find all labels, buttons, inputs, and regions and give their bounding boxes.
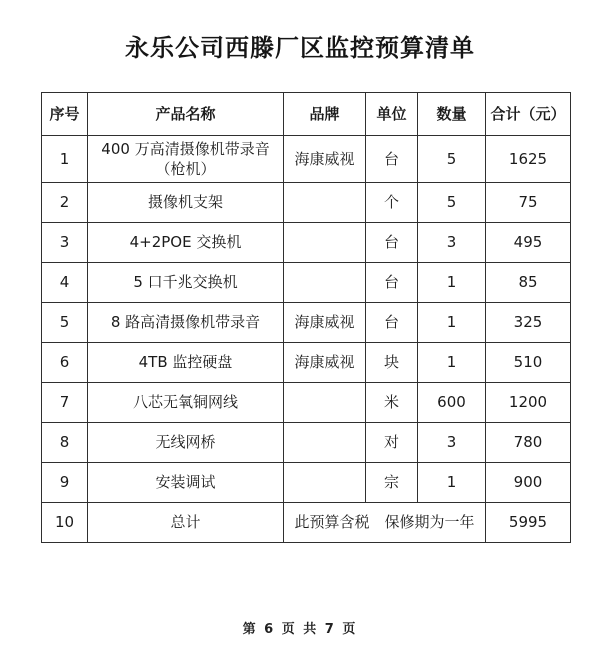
cell-unit: 台 — [366, 223, 418, 263]
cell-serial: 10 — [42, 503, 88, 543]
table-header-row — [42, 93, 571, 136]
cell-qty: 1 — [418, 463, 486, 503]
cell-unit: 台 — [366, 303, 418, 343]
cell-brand — [284, 383, 366, 423]
table-row — [42, 463, 571, 503]
cell-unit: 对 — [366, 423, 418, 463]
cell-unit: 台 — [366, 136, 418, 183]
summary-row — [42, 503, 571, 543]
cell-product: 400 万高清摄像机带录音（枪机） — [88, 136, 284, 183]
cell-serial: 6 — [42, 343, 88, 383]
header-cell-unit: 单位 — [366, 93, 418, 136]
cell-total: 75 — [486, 183, 571, 223]
header-cell-product: 产品名称 — [88, 93, 284, 136]
cell-serial: 2 — [42, 183, 88, 223]
cell-product: 5 口千兆交换机 — [88, 263, 284, 303]
cell-serial: 8 — [42, 423, 88, 463]
header-cell-serial: 序号 — [42, 93, 88, 136]
cell-unit: 台 — [366, 263, 418, 303]
header-cell-brand: 品牌 — [284, 93, 366, 136]
cell-serial: 7 — [42, 383, 88, 423]
cell-brand — [284, 223, 366, 263]
table-row — [42, 136, 571, 183]
budget-table — [41, 92, 571, 543]
cell-qty: 5 — [418, 183, 486, 223]
cell-qty: 5 — [418, 136, 486, 183]
cell-serial: 3 — [42, 223, 88, 263]
cell-product: 安装调试 — [88, 463, 284, 503]
table-row — [42, 423, 571, 463]
summary-note: 此预算含税 保修期为一年 — [284, 503, 486, 543]
cell-product: 总计 — [88, 503, 284, 543]
cell-product: 4TB 监控硬盘 — [88, 343, 284, 383]
cell-qty: 3 — [418, 423, 486, 463]
cell-brand: 海康威视 — [284, 303, 366, 343]
cell-qty: 600 — [418, 383, 486, 423]
cell-total: 85 — [486, 263, 571, 303]
cell-qty: 1 — [418, 303, 486, 343]
table-row — [42, 263, 571, 303]
page-footer: 第 6 页 共 7 页 — [242, 622, 358, 637]
table-row — [42, 223, 571, 263]
cell-brand: 海康威视 — [284, 343, 366, 383]
table-row — [42, 383, 571, 423]
cell-qty: 1 — [418, 263, 486, 303]
cell-brand: 海康威视 — [284, 136, 366, 183]
table-row — [42, 343, 571, 383]
page-title: 永乐公司西滕厂区监控预算清单 — [125, 34, 475, 62]
cell-brand — [284, 463, 366, 503]
cell-serial: 9 — [42, 463, 88, 503]
cell-total: 495 — [486, 223, 571, 263]
cell-total: 325 — [486, 303, 571, 343]
cell-qty: 1 — [418, 343, 486, 383]
cell-serial: 1 — [42, 136, 88, 183]
cell-qty: 3 — [418, 223, 486, 263]
cell-unit: 米 — [366, 383, 418, 423]
cell-total: 780 — [486, 423, 571, 463]
header-cell-total: 合计（元） — [486, 93, 571, 136]
cell-total: 510 — [486, 343, 571, 383]
cell-product: 无线网桥 — [88, 423, 284, 463]
cell-unit: 个 — [366, 183, 418, 223]
header-cell-qty: 数量 — [418, 93, 486, 136]
cell-total: 1200 — [486, 383, 571, 423]
cell-product: 8 路高清摄像机带录音 — [88, 303, 284, 343]
cell-brand — [284, 263, 366, 303]
cell-product: 八芯无氧铜网线 — [88, 383, 284, 423]
table-row — [42, 183, 571, 223]
cell-product: 摄像机支架 — [88, 183, 284, 223]
cell-brand — [284, 183, 366, 223]
cell-total: 5995 — [486, 503, 571, 543]
cell-serial: 4 — [42, 263, 88, 303]
table-row — [42, 303, 571, 343]
cell-total: 1625 — [486, 136, 571, 183]
cell-product: 4+2POE 交换机 — [88, 223, 284, 263]
cell-brand — [284, 423, 366, 463]
cell-unit: 块 — [366, 343, 418, 383]
cell-unit: 宗 — [366, 463, 418, 503]
cell-total: 900 — [486, 463, 571, 503]
cell-serial: 5 — [42, 303, 88, 343]
